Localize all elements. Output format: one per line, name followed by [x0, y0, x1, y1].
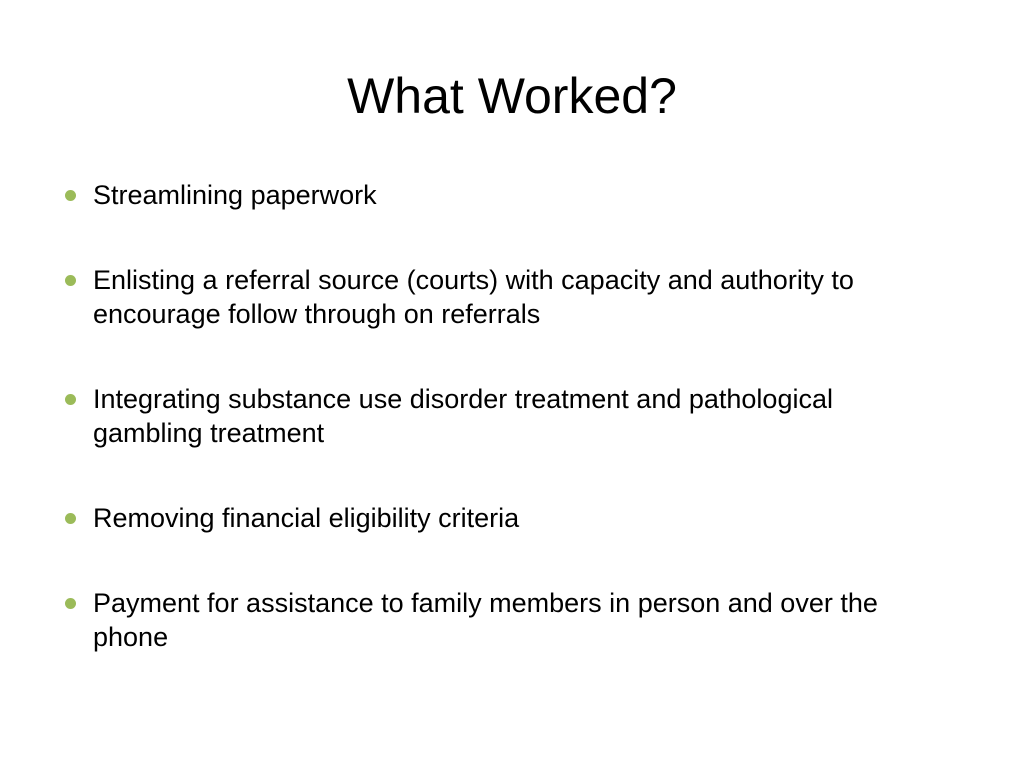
bullet-dot-icon — [65, 394, 76, 405]
bullet-item — [64, 501, 944, 535]
bullet-dot-icon — [65, 190, 76, 201]
bullet-item — [64, 586, 944, 654]
bullet-item — [64, 178, 944, 212]
bullet-dot-icon — [65, 513, 76, 524]
bullet-list — [64, 178, 944, 705]
bullet-item — [64, 382, 944, 450]
bullet-text: Enlisting a referral source (courts) with capacity and authority to encourage follow through on referrals — [93, 265, 854, 329]
bullet-text: Removing financial eligibility criteria — [93, 503, 520, 533]
bullet-dot-icon — [65, 598, 76, 609]
bullet-text: Streamlining paperwork — [93, 180, 377, 210]
slide-title: What Worked? — [347, 68, 677, 124]
bullet-text: Payment for assistance to family members in person and over the phone — [93, 588, 878, 652]
bullet-item — [64, 263, 944, 331]
bullet-text: Integrating substance use disorder treatment and pathological gambling treatment — [93, 384, 833, 448]
bullet-dot-icon — [65, 275, 76, 286]
